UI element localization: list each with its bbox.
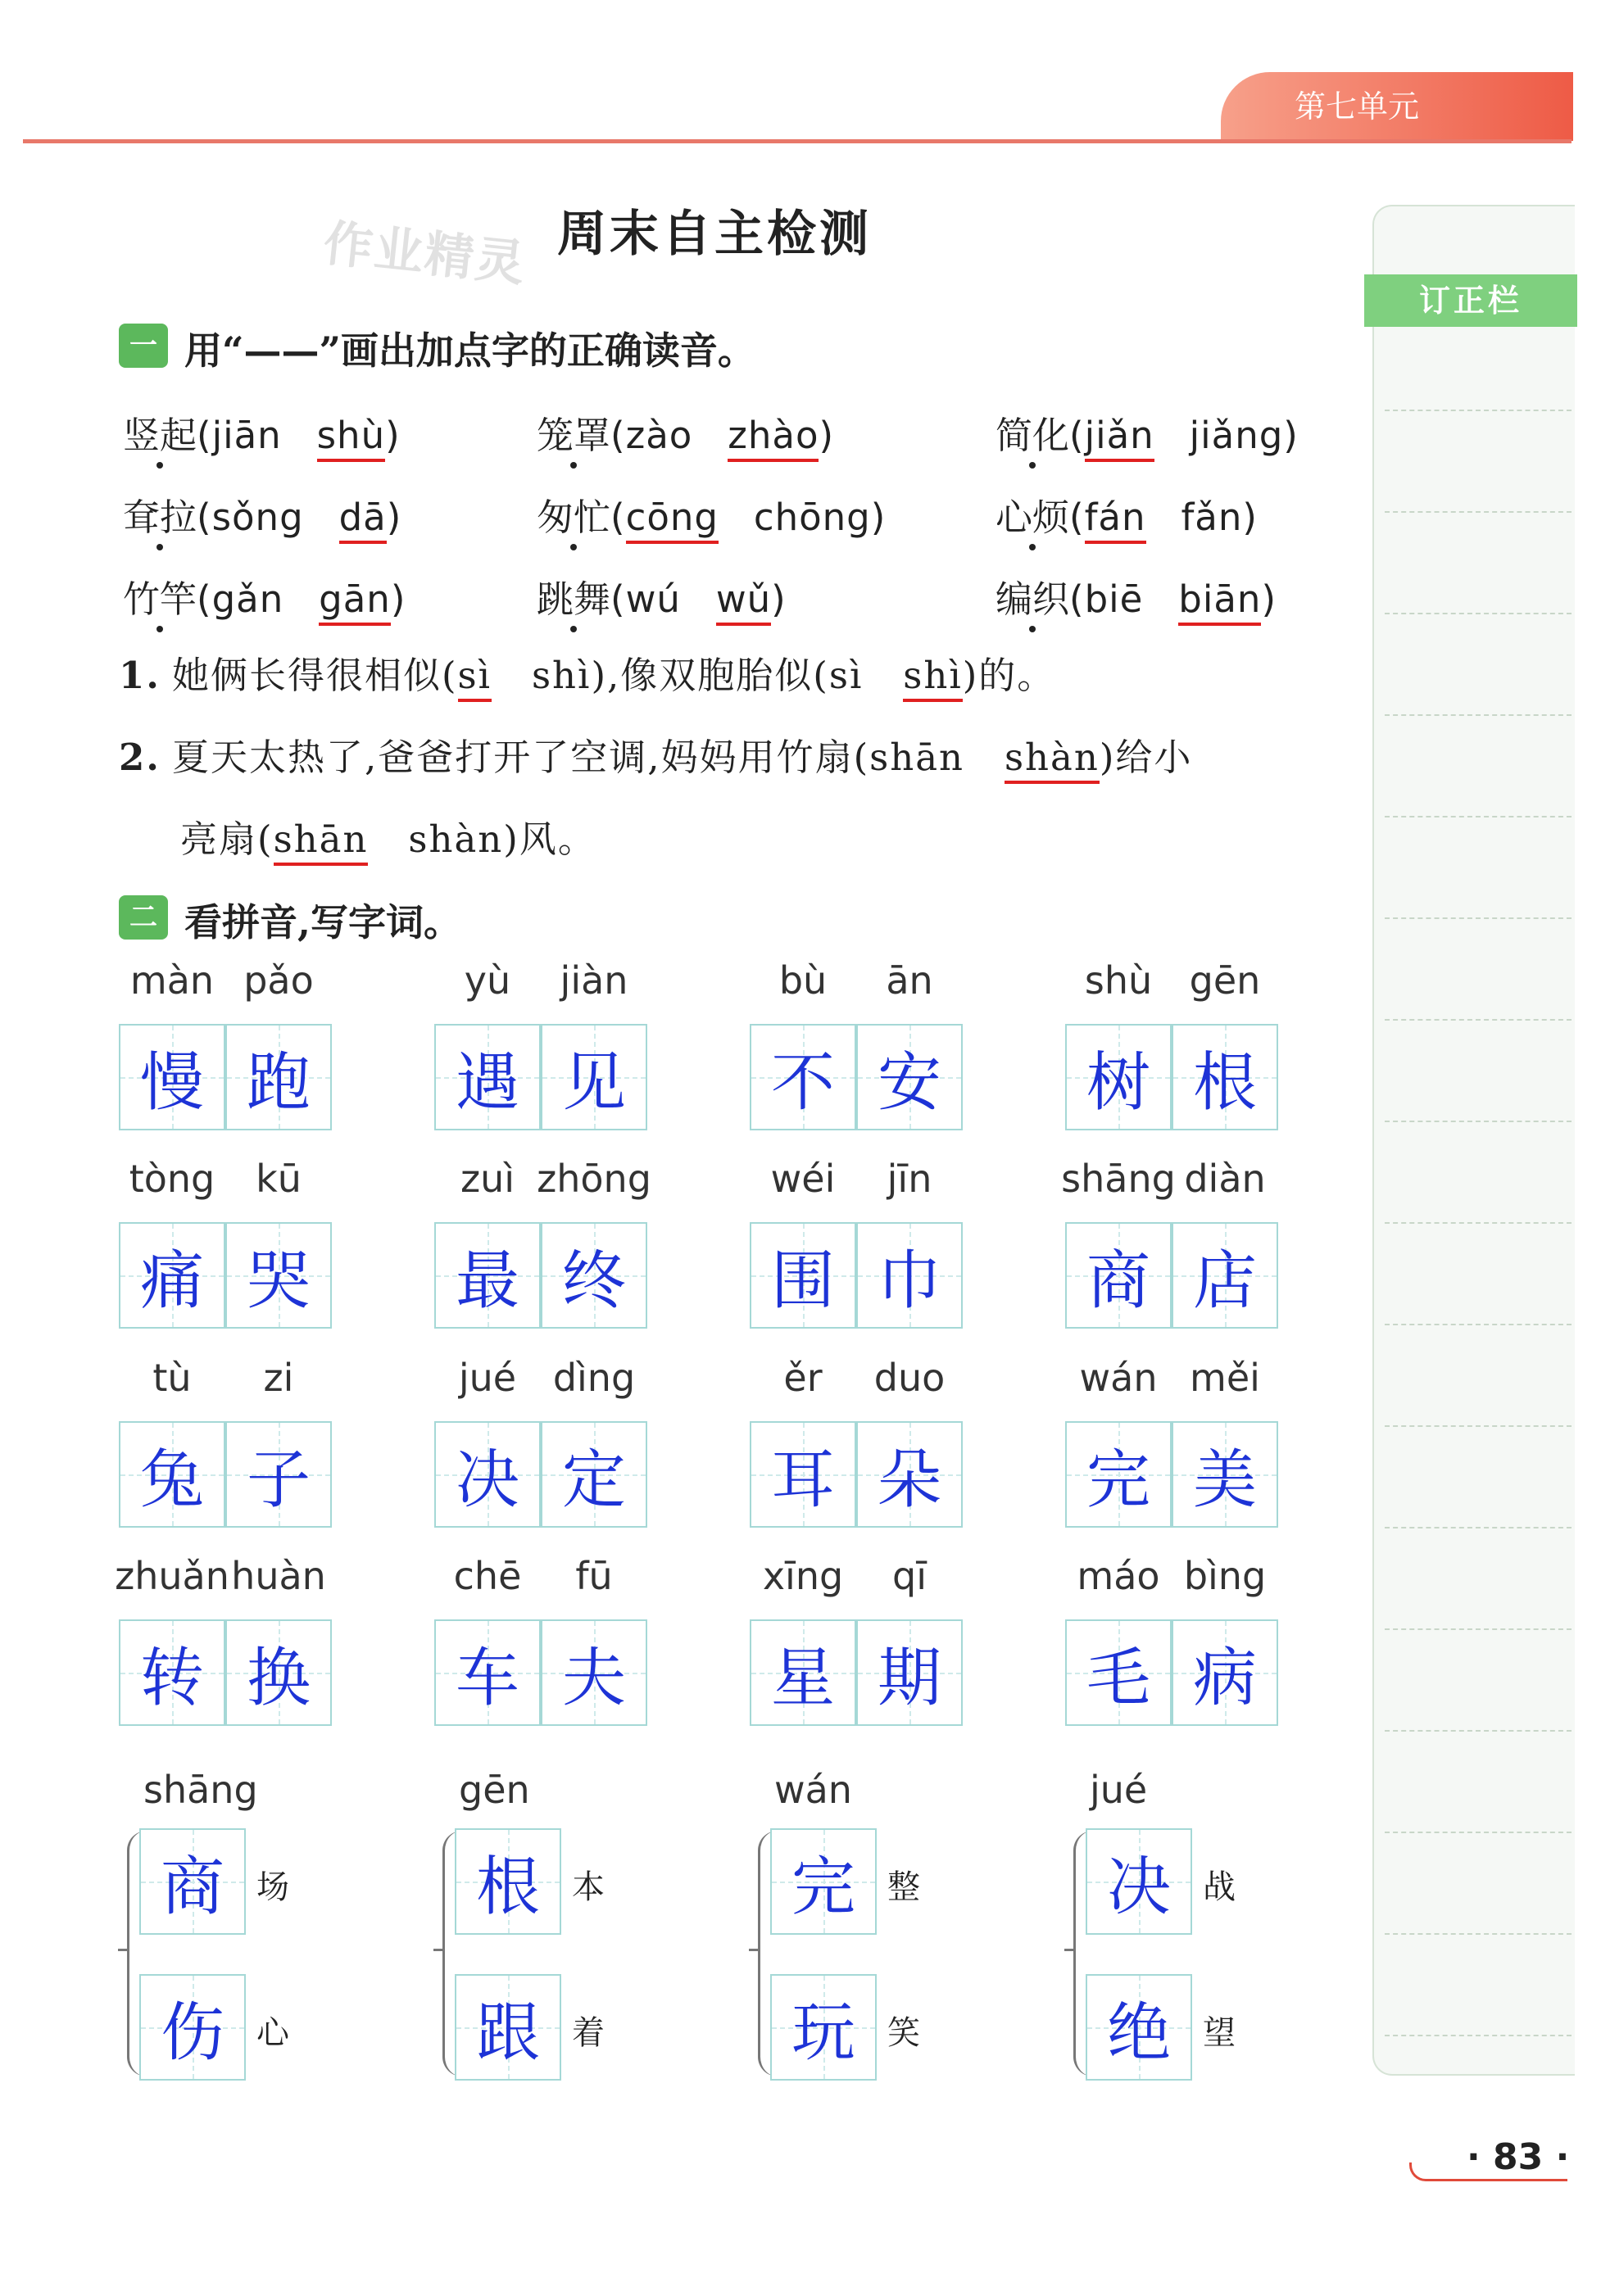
pinyin-label: ěr: [783, 1356, 823, 1400]
correction-line: [1385, 917, 1572, 919]
pronunciation-item: 匆忙(cōng chōng): [537, 487, 886, 541]
pinyin-label: wán: [1079, 1356, 1158, 1400]
handwritten-character: 星: [770, 1642, 835, 1715]
pronunciation-item: 耷拉(sǒng dā): [123, 487, 401, 541]
handwritten-character: 伤: [160, 1996, 225, 2070]
character-box[interactable]: [434, 1619, 541, 1726]
word-suffix: 本: [572, 1868, 605, 1906]
group-pinyin-label: gēn: [459, 1768, 530, 1812]
correction-line: [1385, 1832, 1572, 1833]
correction-line: [1385, 511, 1572, 513]
character-box[interactable]: [770, 1828, 877, 1935]
handwritten-character: 跑: [246, 1046, 311, 1120]
correction-line: [1385, 410, 1572, 411]
sentence-1: 1. 她俩长得很相似(sì shì),像双胞胎似(sì shì)的。: [119, 645, 1055, 699]
handwritten-character: 转: [139, 1642, 204, 1715]
handwritten-character: 朵: [877, 1443, 941, 1517]
handwritten-character: 车: [455, 1642, 519, 1715]
character-box[interactable]: [541, 1421, 647, 1528]
pronunciation-item: 竹竿(gǎn gān): [123, 569, 406, 623]
pronunciation-item: 竖起(jiān shù): [123, 405, 401, 459]
character-box[interactable]: [856, 1619, 963, 1726]
word-suffix: 场: [256, 1868, 289, 1906]
character-box[interactable]: [119, 1024, 225, 1130]
pinyin-label: tòng: [129, 1157, 215, 1201]
character-box[interactable]: [1172, 1222, 1278, 1329]
pronunciation-item: 心烦(fán fǎn): [996, 487, 1258, 541]
handwritten-character: 期: [877, 1642, 941, 1715]
pinyin-label: zi: [263, 1356, 294, 1400]
handwritten-character: 决: [1106, 1850, 1171, 1924]
pinyin-label: huàn: [231, 1554, 326, 1598]
pinyin-label: tù: [152, 1356, 192, 1400]
character-box[interactable]: [119, 1619, 225, 1726]
sentence-2: 2. 夏天太热了,爸爸打开了空调,妈妈用竹扇(shān shàn)给小: [119, 727, 1192, 781]
pinyin-label: gēn: [1189, 958, 1261, 1003]
pinyin-label: màn: [129, 958, 215, 1003]
character-box[interactable]: [1065, 1421, 1172, 1528]
word-suffix: 心: [256, 2014, 289, 2052]
word-suffix: 整: [887, 1868, 920, 1906]
handwritten-character: 根: [475, 1850, 540, 1924]
pinyin-label: xīng: [762, 1554, 844, 1598]
character-box[interactable]: [434, 1421, 541, 1528]
handwritten-character: 夫: [561, 1642, 626, 1715]
correction-line: [1385, 1324, 1572, 1325]
pinyin-label: zhōng: [537, 1157, 651, 1201]
pronunciation-item: 笼罩(zào zhào): [537, 405, 834, 459]
pinyin-label: bù: [778, 958, 828, 1003]
pinyin-label: jué: [458, 1356, 517, 1400]
correction-line: [1385, 1730, 1572, 1732]
watermark: 作业精灵: [320, 215, 529, 293]
character-box[interactable]: [1086, 1828, 1192, 1935]
character-box[interactable]: [770, 1974, 877, 2081]
character-box[interactable]: [856, 1024, 963, 1130]
pronunciation-item: 跳舞(wú wǔ): [537, 569, 787, 623]
pinyin-label: chē: [453, 1554, 522, 1598]
sentence-2-continued: 亮扇(shān shàn)风。: [180, 809, 596, 863]
character-box[interactable]: [434, 1222, 541, 1329]
character-box[interactable]: [750, 1222, 856, 1329]
pinyin-label: máo: [1077, 1554, 1160, 1598]
character-box[interactable]: [225, 1619, 332, 1726]
handwritten-character: 哭: [246, 1244, 311, 1318]
section-2-instruction: 看拼音,写字词。: [184, 900, 462, 944]
pronunciation-item: 编织(biē biān): [996, 569, 1277, 623]
character-box[interactable]: [225, 1222, 332, 1329]
character-box[interactable]: [455, 1828, 561, 1935]
unit-tab: 第七单元: [1221, 72, 1573, 141]
correction-line: [1385, 1933, 1572, 1935]
handwritten-character: 不: [770, 1046, 835, 1120]
character-box[interactable]: [139, 1828, 246, 1935]
word-suffix: 笑: [887, 2014, 920, 2052]
character-box[interactable]: [225, 1024, 332, 1130]
pinyin-label: shù: [1084, 958, 1153, 1003]
handwritten-character: 痛: [139, 1244, 204, 1318]
character-box[interactable]: [541, 1619, 647, 1726]
correction-line: [1385, 1425, 1572, 1427]
character-box[interactable]: [541, 1222, 647, 1329]
handwritten-character: 病: [1192, 1642, 1257, 1715]
character-box[interactable]: [856, 1421, 963, 1528]
handwritten-character: 围: [770, 1244, 835, 1318]
character-box[interactable]: [1172, 1024, 1278, 1130]
handwritten-character: 换: [246, 1642, 311, 1715]
correction-line: [1385, 2035, 1572, 2036]
handwritten-character: 商: [160, 1850, 225, 1924]
handwritten-character: 遇: [455, 1046, 519, 1120]
handwritten-character: 兔: [139, 1443, 204, 1517]
word-suffix: 着: [572, 2014, 605, 2052]
handwritten-character: 安: [877, 1046, 941, 1120]
handwritten-character: 终: [561, 1244, 626, 1318]
pinyin-label: wéi: [770, 1157, 836, 1201]
pinyin-label: yù: [464, 958, 511, 1003]
character-box[interactable]: [139, 1974, 246, 2081]
group-pinyin-label: jué: [1090, 1768, 1148, 1812]
pinyin-label: duo: [873, 1356, 946, 1400]
handwritten-character: 最: [455, 1244, 519, 1318]
character-box[interactable]: [1065, 1024, 1172, 1130]
section-1-badge: 一: [119, 324, 168, 368]
character-box[interactable]: [1172, 1421, 1278, 1528]
character-box[interactable]: [1065, 1619, 1172, 1726]
character-box[interactable]: [541, 1024, 647, 1130]
character-box[interactable]: [434, 1024, 541, 1130]
group-pinyin-label: wán: [774, 1768, 852, 1812]
pinyin-label: zuì: [460, 1157, 515, 1201]
correction-column: [1372, 205, 1575, 2076]
handwritten-character: 毛: [1086, 1642, 1150, 1715]
character-box[interactable]: [225, 1421, 332, 1528]
handwritten-character: 慢: [139, 1046, 204, 1120]
pinyin-label: jiàn: [560, 958, 628, 1003]
word-suffix: 望: [1203, 2014, 1236, 2052]
word-suffix: 战: [1203, 1868, 1236, 1906]
character-box[interactable]: [119, 1421, 225, 1528]
page-number: · 83 ·: [1467, 2136, 1570, 2178]
section-2-badge: 二: [119, 895, 168, 940]
correction-line: [1385, 1222, 1572, 1224]
character-box[interactable]: [750, 1619, 856, 1726]
correction-line: [1385, 1121, 1572, 1122]
pinyin-label: dìng: [552, 1356, 636, 1400]
correction-line: [1385, 1628, 1572, 1630]
handwritten-character: 美: [1192, 1443, 1257, 1517]
handwritten-character: 完: [791, 1850, 855, 1924]
pinyin-label: kū: [256, 1157, 302, 1201]
handwritten-character: 决: [455, 1443, 519, 1517]
pinyin-label: shāng: [1061, 1157, 1176, 1201]
handwritten-character: 店: [1192, 1244, 1257, 1318]
character-box[interactable]: [856, 1222, 963, 1329]
correction-line: [1385, 714, 1572, 716]
character-box[interactable]: [1172, 1619, 1278, 1726]
handwritten-character: 跟: [475, 1996, 540, 2070]
handwritten-character: 巾: [877, 1244, 941, 1318]
handwritten-character: 定: [561, 1443, 626, 1517]
section-1-instruction: 用“——”画出加点字的正确读音。: [184, 328, 755, 373]
handwritten-character: 商: [1086, 1244, 1150, 1318]
correction-column-label: 订正栏: [1364, 274, 1577, 327]
handwritten-character: 绝: [1106, 1996, 1171, 2070]
handwritten-character: 耳: [770, 1443, 835, 1517]
pinyin-label: qī: [892, 1554, 927, 1598]
character-box[interactable]: [750, 1421, 856, 1528]
pinyin-label: diàn: [1184, 1157, 1266, 1201]
character-box[interactable]: [1086, 1974, 1192, 2081]
correction-line: [1385, 1527, 1572, 1528]
character-box[interactable]: [455, 1974, 561, 2081]
character-box[interactable]: [1065, 1222, 1172, 1329]
handwritten-character: 完: [1086, 1443, 1150, 1517]
page-title: 周末自主检测: [557, 206, 872, 263]
header-rule: [23, 139, 1572, 143]
pinyin-label: zhuǎn: [115, 1554, 229, 1598]
handwritten-character: 树: [1086, 1046, 1150, 1120]
pinyin-label: bìng: [1183, 1554, 1267, 1598]
correction-line: [1385, 613, 1572, 614]
handwritten-character: 玩: [791, 1996, 855, 2070]
group-pinyin-label: shāng: [143, 1768, 258, 1812]
pinyin-label: ān: [886, 958, 933, 1003]
handwritten-character: 子: [246, 1443, 311, 1517]
pinyin-label: jīn: [887, 1157, 932, 1201]
pinyin-label: pǎo: [243, 958, 314, 1003]
correction-line: [1385, 816, 1572, 817]
handwritten-character: 见: [561, 1046, 626, 1120]
pinyin-label: fū: [575, 1554, 613, 1598]
character-box[interactable]: [119, 1222, 225, 1329]
pronunciation-item: 简化(jiǎn jiǎng): [996, 405, 1299, 459]
correction-line: [1385, 1019, 1572, 1021]
pinyin-label: měi: [1190, 1356, 1260, 1400]
character-box[interactable]: [750, 1024, 856, 1130]
handwritten-character: 根: [1192, 1046, 1257, 1120]
